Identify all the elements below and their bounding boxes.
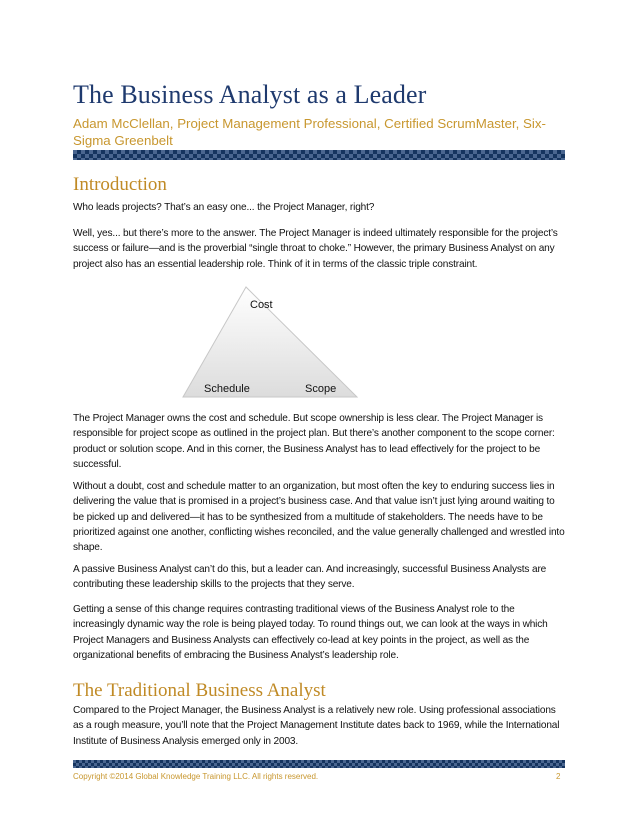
paragraph: Who leads projects? That’s an easy one... the Project Manager, right? (73, 202, 375, 213)
paragraph: Well, yes... but there’s more to the answer. The Project Manager is indeed ultimately responsible for the project’s success or failure—and is the proverbial “single throat to choke.” However, the primary Business Analyst on any project also has an essential leadership role. Think of it in terms of the classic triple constraint. (73, 228, 558, 270)
triple-constraint-diagram (180, 285, 360, 400)
page-number: 2 (556, 772, 561, 781)
paragraph: Without a doubt, cost and schedule matter to an organization, but most often the key to enduring success lies in delivering the value that is promised in a project’s business case. And that value isn’t just lying around waiting to be picked up and delivered—it has to be synthesized from a multitude of stakeholders. The needs have to be prioritized against one another, conflicting wishes reconciled, and the value generally challenged and wrestled into shape. (73, 481, 565, 554)
paragraph: The Project Manager owns the cost and schedule. But scope ownership is less clear. The Project Manager is responsible for project scope as outlined in the project plan. But there’s another component to the scope corner: product or solution scope. And in this corner, the Business Analyst has to lead effectively for the project to be successful. (73, 413, 555, 470)
diagram-label-scope: Scope (305, 383, 337, 395)
document-subtitle: Adam McClellan, Project Management Professional, Certified ScrumMaster, Six-Sigma Greenbelt (73, 116, 546, 148)
section-heading-introduction: Introduction (73, 174, 167, 195)
paragraph: Compared to the Project Manager, the Business Analyst is a relatively new role. Using professional associations as a rough measure, you’ll note that the Project Management Institute dates back to 1969, while the International Institute of Business Analysis emerged only in 2003. (73, 705, 560, 747)
footer-checker-bar (73, 760, 565, 768)
paragraph: A passive Business Analyst can’t do this, but a leader can. And increasingly, successful Business Analysts are contributing these leadership skills to the projects that they serve. (73, 564, 547, 591)
header-checker-bar (73, 150, 565, 160)
footer-copyright: Copyright ©2014 Global Knowledge Training LLC. All rights reserved. (73, 772, 319, 781)
diagram-label-schedule: Schedule (204, 383, 250, 395)
paragraph: Getting a sense of this change requires contrasting traditional views of the Business Analyst role to the increasingly dynamic way the role is being played today. To round things out, we can look at the ways in which Project Managers and Business Analysts can effectively co-lead at key points in the project, as well as the organizational benefits of embracing the Business Analyst’s leadership role. (73, 604, 548, 661)
section-heading-traditional-ba: The Traditional Business Analyst (73, 680, 326, 701)
diagram-label-cost: Cost (250, 299, 273, 311)
document-title: The Business Analyst as a Leader (73, 80, 427, 109)
